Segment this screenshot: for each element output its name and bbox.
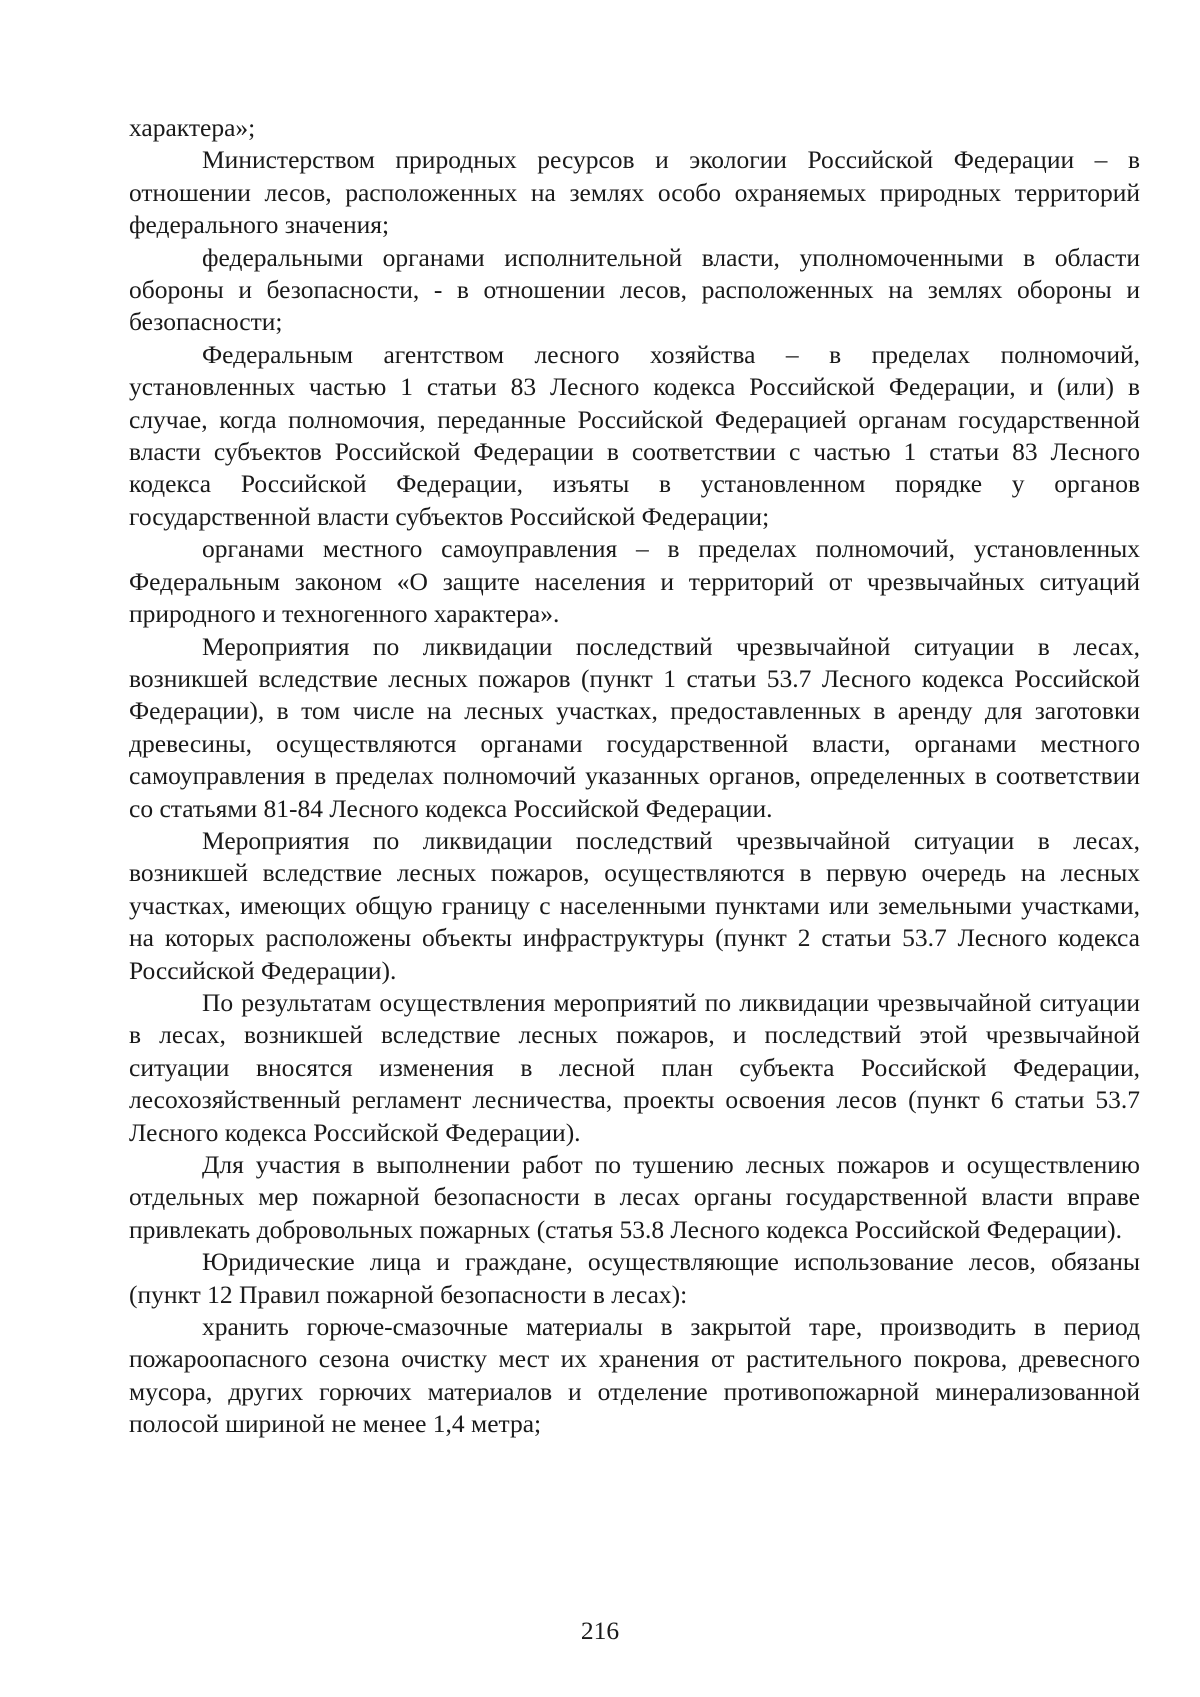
paragraph-9: Для участия в выполнении работ по тушению лесных пожаров и осуществлению отдельных мер пожарной безопасности в лесах органы государственной власти вправе привлекать добровольных пожарных (статья 53.8 Лесного кодекса Российской Федерации). xyxy=(129,1150,1140,1244)
paragraph-10: Юридические лица и граждане, осуществляющие использование лесов, обязаны (пункт 12 Правил пожарной безопасности в лесах): xyxy=(129,1247,1140,1309)
paragraph-7: Мероприятия по ликвидации последствий чрезвычайной ситуации в лесах, возникшей вследствие лесных пожаров, осуществляются в первую очередь на лесных участках, имеющих общую границу с населенными пунктами или земельными участками, на которых расположены объекты инфраструктуры (пункт 2 статьи 53.7 Лесного кодекса Российской Федерации). xyxy=(129,825,1140,985)
paragraph-5: органами местного самоуправления – в пределах полномочий, установленных Федеральным законом «О защите населения и территорий от чрезвычайных ситуаций природного и техногенного характера». xyxy=(129,534,1140,629)
paragraph-8: По результатам осуществления мероприятий по ликвидации чрезвычайной ситуации в лесах, возникшей вследствие лесных пожаров, и последствий этой чрезвычайной ситуации вносятся изменения в лесной план субъекта Российской Федерации, лесохозяйственный регламент лесничества, проекты освоения лесов (пункт 6 статьи 53.7 Лесного кодекса Российской Федерации). xyxy=(129,987,1140,1147)
paragraph-11: хранить горюче-смазочные материалы в закрытой таре, производить в период пожароопасного сезона очистку мест их хранения от растительного покрова, древесного мусора, других горючих материалов и отделение противопожарной минерализованной полосой шириной не менее 1,4 метра; xyxy=(129,1312,1140,1439)
page-number: 216 xyxy=(580,1616,620,1645)
paragraph-3: федеральными органами исполнительной власти, уполномоченными в области обороны и безопасности, - в отношении лесов, расположенных на землях обороны и безопасности; xyxy=(129,242,1140,337)
paragraph-4: Федеральным агентством лесного хозяйства – в пределах полномочий, установленных частью 1 статьи 83 Лесного кодекса Российской Федерации, и (или) в случае, когда полномочия, переданные Российской Федерацией органам государственной власти субъектов Российской Федерации в соответствии с частью 1 статьи 83 Лесного кодекса Российской Федерации, изъяты в установленном порядке у органов государственной власти субъектов Российской Федерации; xyxy=(129,339,1140,531)
paragraph-1: характера»; xyxy=(129,113,256,142)
document-body xyxy=(129,112,1140,1441)
paragraph-2: Министерством природных ресурсов и экологии Российской Федерации – в отношении лесов, расположенных на землях особо охраняемых природных территорий федерального значения; xyxy=(129,145,1140,240)
paragraph-6: Мероприятия по ликвидации последствий чрезвычайной ситуации в лесах, возникшей вследствие лесных пожаров (пункт 1 статьи 53.7 Лесного кодекса Российской Федерации), в том числе на лесных участках, предоставленных в аренду для заготовки древесины, осуществляются органами государственной власти, органами местного самоуправления в пределах полномочий указанных органов, определенных в соответствии со статьями 81-84 Лесного кодекса Российской Федерации. xyxy=(129,631,1140,823)
